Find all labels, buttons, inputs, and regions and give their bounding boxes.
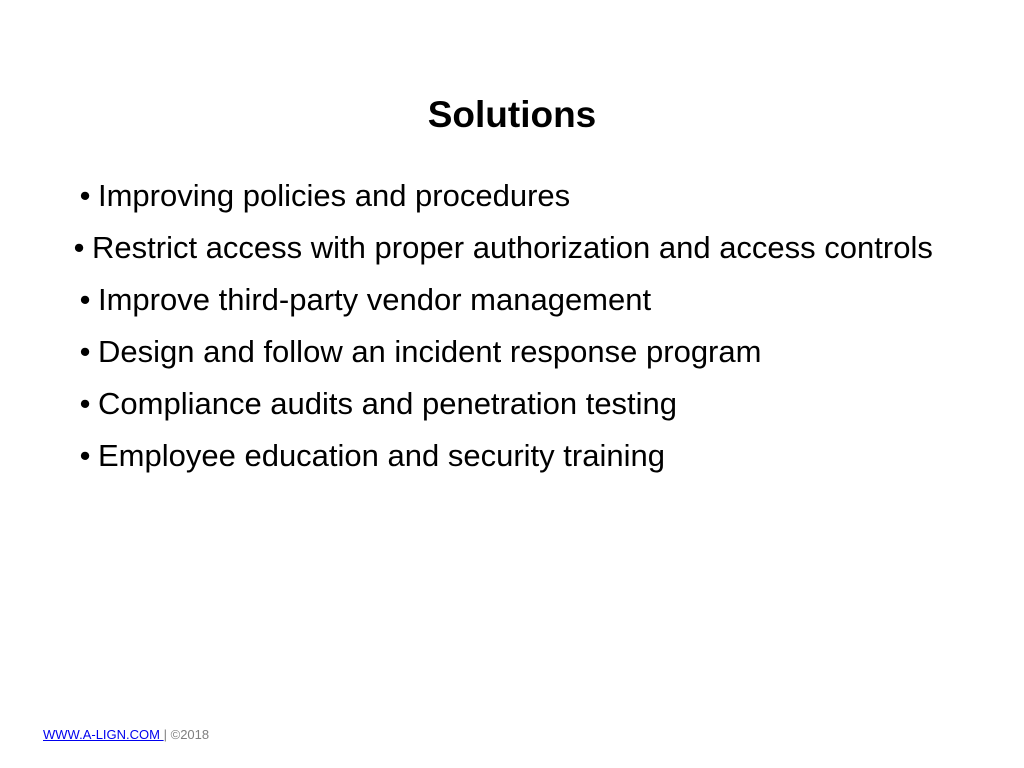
- bullet-text: Employee education and security training: [98, 438, 665, 473]
- slide-title: Solutions: [427, 94, 597, 135]
- bullet-text: Improving policies and procedures: [98, 178, 571, 213]
- bullet-text: Compliance audits and penetration testing: [98, 386, 678, 421]
- bullet-item: [66, 432, 946, 480]
- footer-separator: |: [163, 727, 167, 742]
- bullet-icon: •: [79, 334, 91, 369]
- bullet-icon: •: [79, 438, 91, 473]
- bullet-list: [66, 172, 946, 484]
- bullet-icon: •: [79, 386, 91, 421]
- bullet-text: Improve third-party vendor management: [98, 282, 652, 317]
- website-link[interactable]: WWW.A-LIGN.COM: [43, 727, 164, 742]
- bullet-item: [66, 328, 946, 376]
- bullet-icon: •: [79, 178, 91, 213]
- bullet-item: [66, 380, 946, 428]
- bullet-text: Design and follow an incident response program: [98, 334, 762, 369]
- bullet-item: [66, 172, 946, 220]
- bullet-text: Restrict access with proper authorization and access controls: [92, 230, 933, 265]
- footer-copyright: ©2018: [167, 727, 210, 742]
- bullet-icon: •: [73, 230, 85, 265]
- bullet-item: [66, 276, 946, 324]
- footer: [43, 726, 209, 744]
- bullet-icon: •: [79, 282, 91, 317]
- bullet-item: [66, 224, 946, 272]
